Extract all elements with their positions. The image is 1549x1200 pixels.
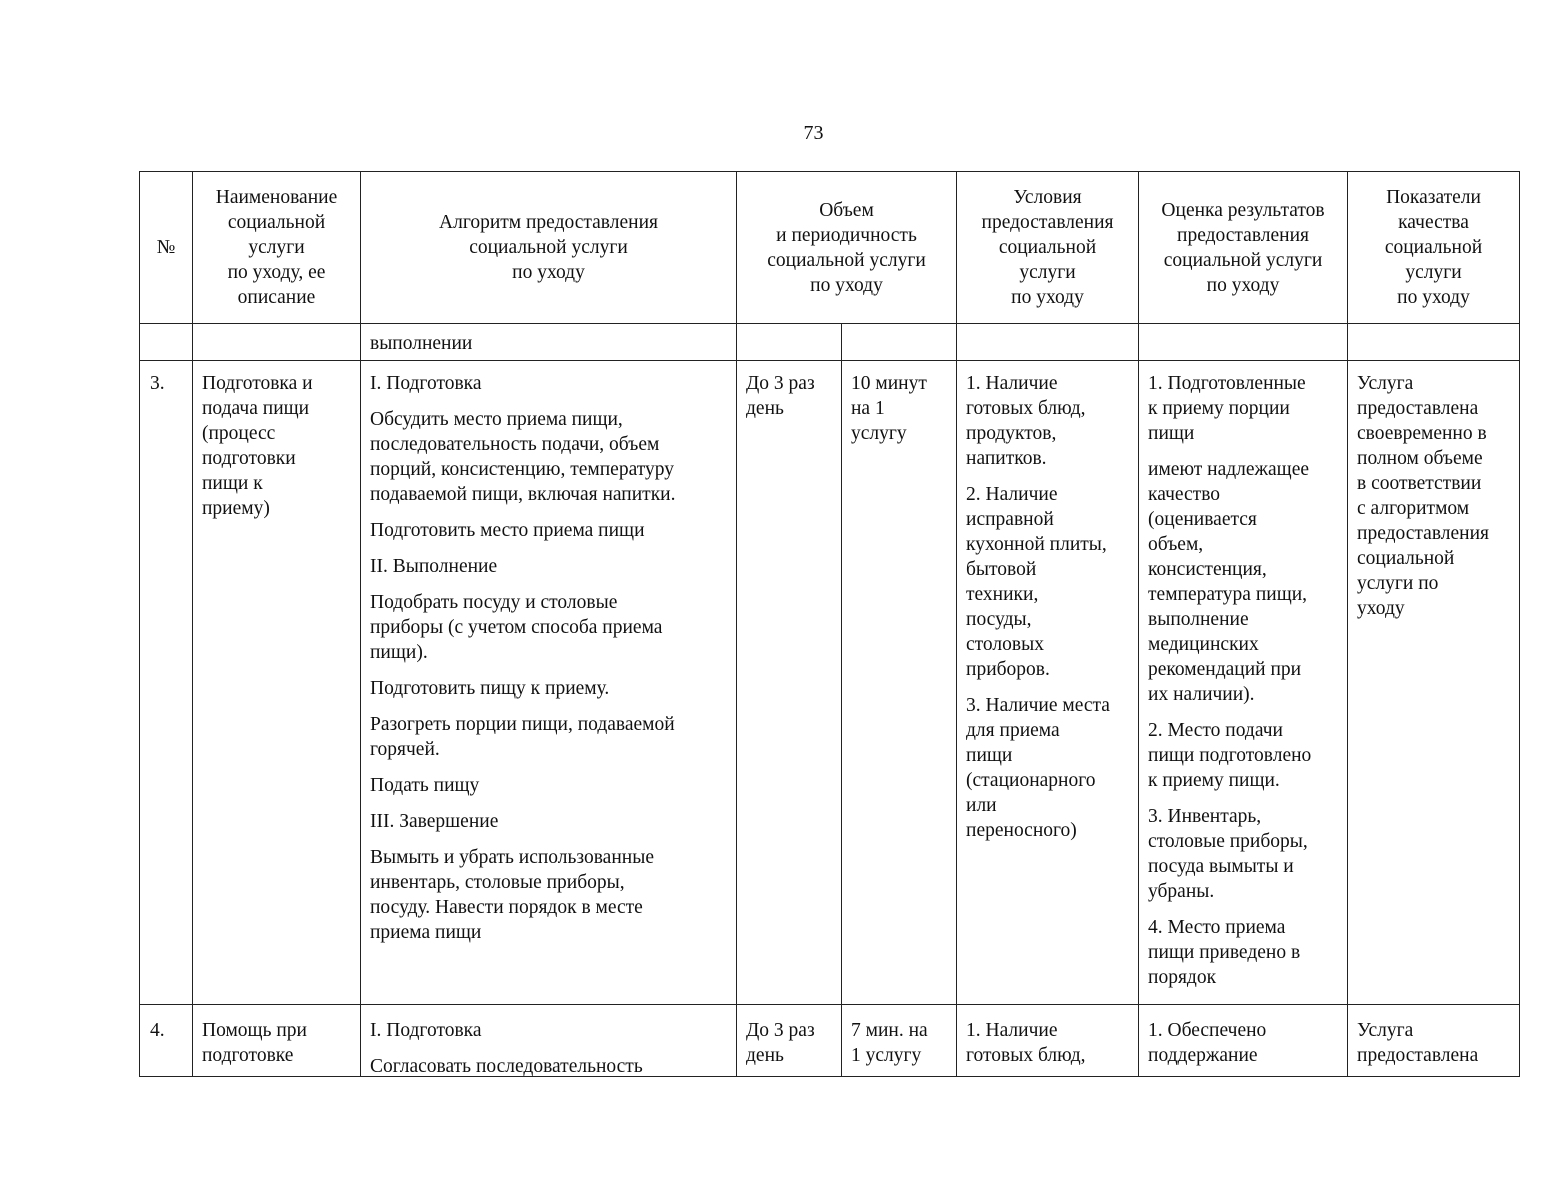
cont-quality-cell xyxy=(1348,324,1520,361)
evaluation-item: 1. Подготовленные к приему порции пищи xyxy=(1148,373,1306,444)
algorithm-step: Подготовить пищу к приему. xyxy=(370,678,610,699)
quality-cell xyxy=(1348,1005,1520,1077)
frequency-text: До 3 раз день xyxy=(746,1020,815,1066)
header-evaluation: Оценка результатов предоставления социальной услуги по уходу xyxy=(1139,172,1348,324)
algorithm-step: Подготовить место приема пищи xyxy=(370,520,645,541)
evaluation-item: 4. Место приема пищи приведено в порядок xyxy=(1148,917,1301,988)
cont-conditions-cell xyxy=(957,324,1139,361)
header-conditions: Условия предоставления социальной услуги по уходу xyxy=(957,172,1139,324)
algorithm-step: Согласовать последовательность xyxy=(370,1056,643,1076)
condition-item: 2. Наличие исправной кухонной плиты, бытовой техники, посуды, столовых приборов. xyxy=(966,484,1107,680)
algorithm-step: I. Подготовка xyxy=(370,1020,482,1041)
header-row xyxy=(140,172,1520,324)
quality-cell: Услуга предоставлена своевременно в полном объеме в соответствии с алгоритмом предоставления социальной услуги по уходу xyxy=(1348,361,1520,1005)
continuation-row xyxy=(140,324,1520,361)
service-name-text: Помощь при подготовке xyxy=(202,1020,307,1066)
cont-algorithm-cell: выполнении xyxy=(361,324,737,361)
conditions-cell xyxy=(957,361,1139,1005)
frequency-cell xyxy=(737,1005,842,1077)
frequency-cell: До 3 раз день xyxy=(737,361,842,1005)
algorithm-step: I. Подготовка xyxy=(370,373,482,394)
row-number-text: 4. xyxy=(150,1020,165,1041)
cont-evaluation-cell xyxy=(1139,324,1348,361)
algorithm-step: Разогреть порции пищи, подаваемой горячей. xyxy=(370,714,675,760)
service-name: Подготовка и подача пищи (процесс подготовки пищи к приему) xyxy=(193,361,361,1005)
evaluation-item: 1. Обеспечено поддержание xyxy=(1148,1020,1267,1066)
services-table xyxy=(139,171,1520,1077)
evaluation-cell xyxy=(1139,1005,1348,1077)
page-number: 73 xyxy=(803,122,824,144)
header-algorithm: Алгоритм предоставления социальной услуги по уходу xyxy=(361,172,737,324)
duration-cell xyxy=(842,1005,957,1077)
duration-cell: 10 минут на 1 услугу xyxy=(842,361,957,1005)
conditions-cell xyxy=(957,1005,1139,1077)
algorithm-step: Вымыть и убрать использованные инвентарь, столовые приборы, посуду. Навести порядок в месте приема пищи xyxy=(370,847,654,943)
algorithm-step: Обсудить место приема пищи, последовательность подачи, объем порций, консистенцию, температуру подаваемой пищи, включая напитки. xyxy=(370,409,676,505)
cont-duration-cell xyxy=(842,324,957,361)
algorithm-step: II. Выполнение xyxy=(370,556,498,577)
algorithm-cell xyxy=(361,1005,737,1077)
header-number: № xyxy=(140,172,193,324)
service-name xyxy=(193,1005,361,1077)
row-number xyxy=(140,1005,193,1077)
cont-frequency-cell xyxy=(737,324,842,361)
quality-text: Услуга предоставлена xyxy=(1357,1020,1479,1066)
algorithm-step: Подать пищу xyxy=(370,775,480,796)
table-row xyxy=(140,1005,1520,1077)
condition-item: 1. Наличие готовых блюд, xyxy=(966,1020,1086,1066)
header-volume: Объем и периодичность социальной услуги по уходу xyxy=(737,172,957,324)
cont-number-cell xyxy=(140,324,193,361)
header-quality: Показатели качества социальной услуги по уходу xyxy=(1348,172,1520,324)
algorithm-cell xyxy=(361,361,737,1005)
evaluation-item: 2. Место подачи пищи подготовлено к приему пищи. xyxy=(1148,720,1312,791)
evaluation-item: имеют надлежащее качество (оценивается объем, консистенция, температура пищи, выполнение медицинских рекомендаций при их наличии). xyxy=(1148,459,1310,705)
evaluation-cell xyxy=(1139,361,1348,1005)
condition-item: 1. Наличие готовых блюд, продуктов, напитков. xyxy=(966,373,1086,469)
row-number: 3. xyxy=(140,361,193,1005)
cont-name-cell xyxy=(193,324,361,361)
condition-item: 3. Наличие места для приема пищи (стационарного или переносного) xyxy=(966,695,1110,841)
table-row xyxy=(140,361,1520,1005)
algorithm-step: Подобрать посуду и столовые приборы (с учетом способа приема пищи). xyxy=(370,592,663,663)
evaluation-item: 3. Инвентарь, столовые приборы, посуда вымыты и убраны. xyxy=(1148,806,1308,902)
header-name: Наименование социальной услуги по уходу, ее описание xyxy=(193,172,361,324)
duration-text: 7 мин. на 1 услугу xyxy=(851,1020,928,1066)
algorithm-step: III. Завершение xyxy=(370,811,499,832)
